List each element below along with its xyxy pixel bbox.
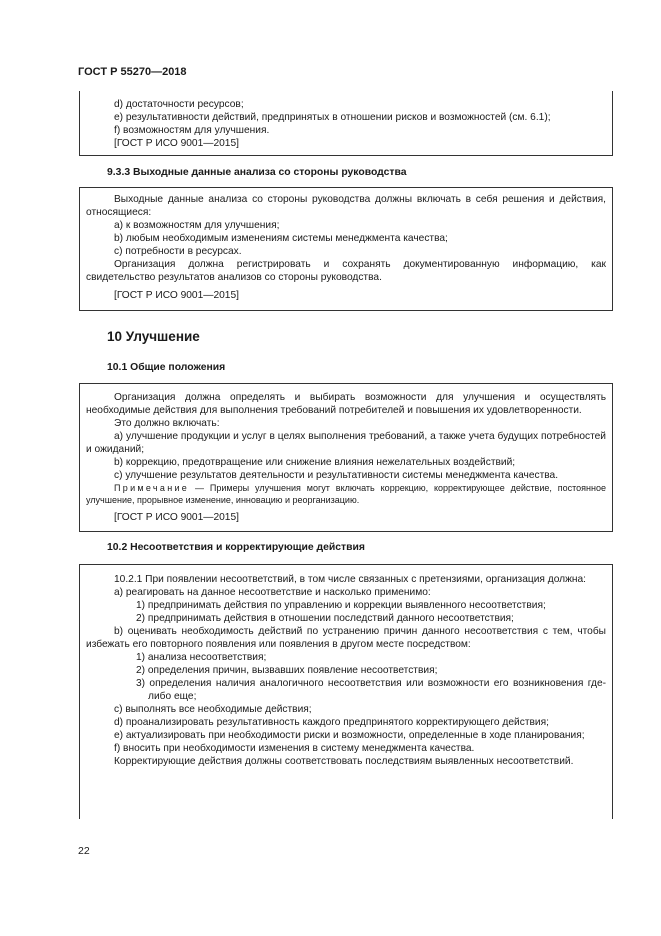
list-subitem: 2) предпринимать действия в отношении последствий данного несоответствия; [136,613,514,624]
list-item: d) проанализировать результативность каждого предпринятого корректирующего действия; [114,717,549,728]
list-item: f) возможностям для улучшения. [114,125,270,136]
list-item: b) любым необходимым изменениям системы менеджмента качества; [114,233,448,244]
paragraph: 10.2.1 При появлении несоответствий, в том числе связанных с претензиями, организация должна: [114,574,587,585]
list-item: e) результативности действий, предпринятых в отношении рисков и возможностей (см. 6.1); [114,112,551,123]
list-item: f) вносить при необходимости изменения в систему менеджмента качества. [114,743,475,754]
paragraph: Это должно включать: [114,418,220,429]
list-subitem: 1) предпринимать действия по управлению и коррекции выявленного несоответствия; [136,600,546,611]
note-text: — Примеры улучшения могут включать коррекцию, корректирующее действие, постоянное улучшение, прорывное изменение, инновацию и реорганизацию. [86,483,606,505]
quote-box-management-review-inputs [79,91,613,156]
list-item: a) улучшение продукции и услуг в целях выполнения требований, а также учета будущих потребностей и ожиданий; [86,431,606,455]
note [86,482,606,506]
list-item: a) к возможностям для улучшения; [114,220,280,231]
list-item: a) реагировать на данное несоответствие и насколько применимо: [114,587,431,598]
list-item: c) улучшение результатов деятельности и результативности системы менеджмента качества. [114,470,559,481]
reference: [ГОСТ Р ИСО 9001—2015] [114,512,239,523]
note-label: Примечание [114,483,190,493]
section-heading-10-2: 10.2 Несоответствия и корректирующие действия [107,542,365,553]
list-item: b) коррекцию, предотвращение или снижение влияния нежелательных воздействий; [114,457,516,468]
reference: [ГОСТ Р ИСО 9001—2015] [114,138,239,149]
list-subitem: 1) анализа несоответствия; [136,652,267,663]
list-item: c) потребности в ресурсах. [114,246,242,257]
quote-box-general [79,383,613,532]
list-item: b) оценивать необходимость действий по устранению причин данного несоответствия с тем, чтобы избежать его повторного появления или появления в другом месте посредством: [86,626,606,650]
paragraph: Выходные данные анализа со стороны руководства должны включать в себя решения и действия, относящиеся: [86,194,606,218]
list-subitem: 2) определения причин, вызвавших появление несоответствия; [136,665,438,676]
section-heading-9-3-3: 9.3.3 Выходные данные анализа со стороны руководства [107,167,407,178]
paragraph: Организация должна определять и выбирать возможности для улучшения и осуществлять необходимые действия для выполнения требований потребителей и повышения их удовлетворенности. [86,392,606,416]
paragraph: Корректирующие действия должны соответствовать последствиям выявленных несоответствий. [114,756,574,767]
page-number: 22 [78,845,90,857]
list-item: d) достаточности ресурсов; [114,99,244,110]
list-item: e) актуализировать при необходимости риски и возможности, определенные в ходе планирования; [114,730,585,741]
list-subitem: 3) определения наличия аналогичного несоответствия или возможности его возникновения где-либо еще; [136,678,606,702]
reference: [ГОСТ Р ИСО 9001—2015] [114,290,239,301]
list-item: c) выполнять все необходимые действия; [114,704,312,715]
section-heading-10: 10 Улучшение [107,329,200,344]
paragraph: Организация должна регистрировать и сохранять документированную информацию, как свидетельство результатов анализов со стороны руководства. [86,259,606,283]
quote-box-nonconformity [79,564,613,819]
quote-box-review-outputs [79,187,613,311]
document-header: ГОСТ Р 55270—2018 [78,66,187,78]
section-heading-10-1: 10.1 Общие положения [107,362,226,373]
